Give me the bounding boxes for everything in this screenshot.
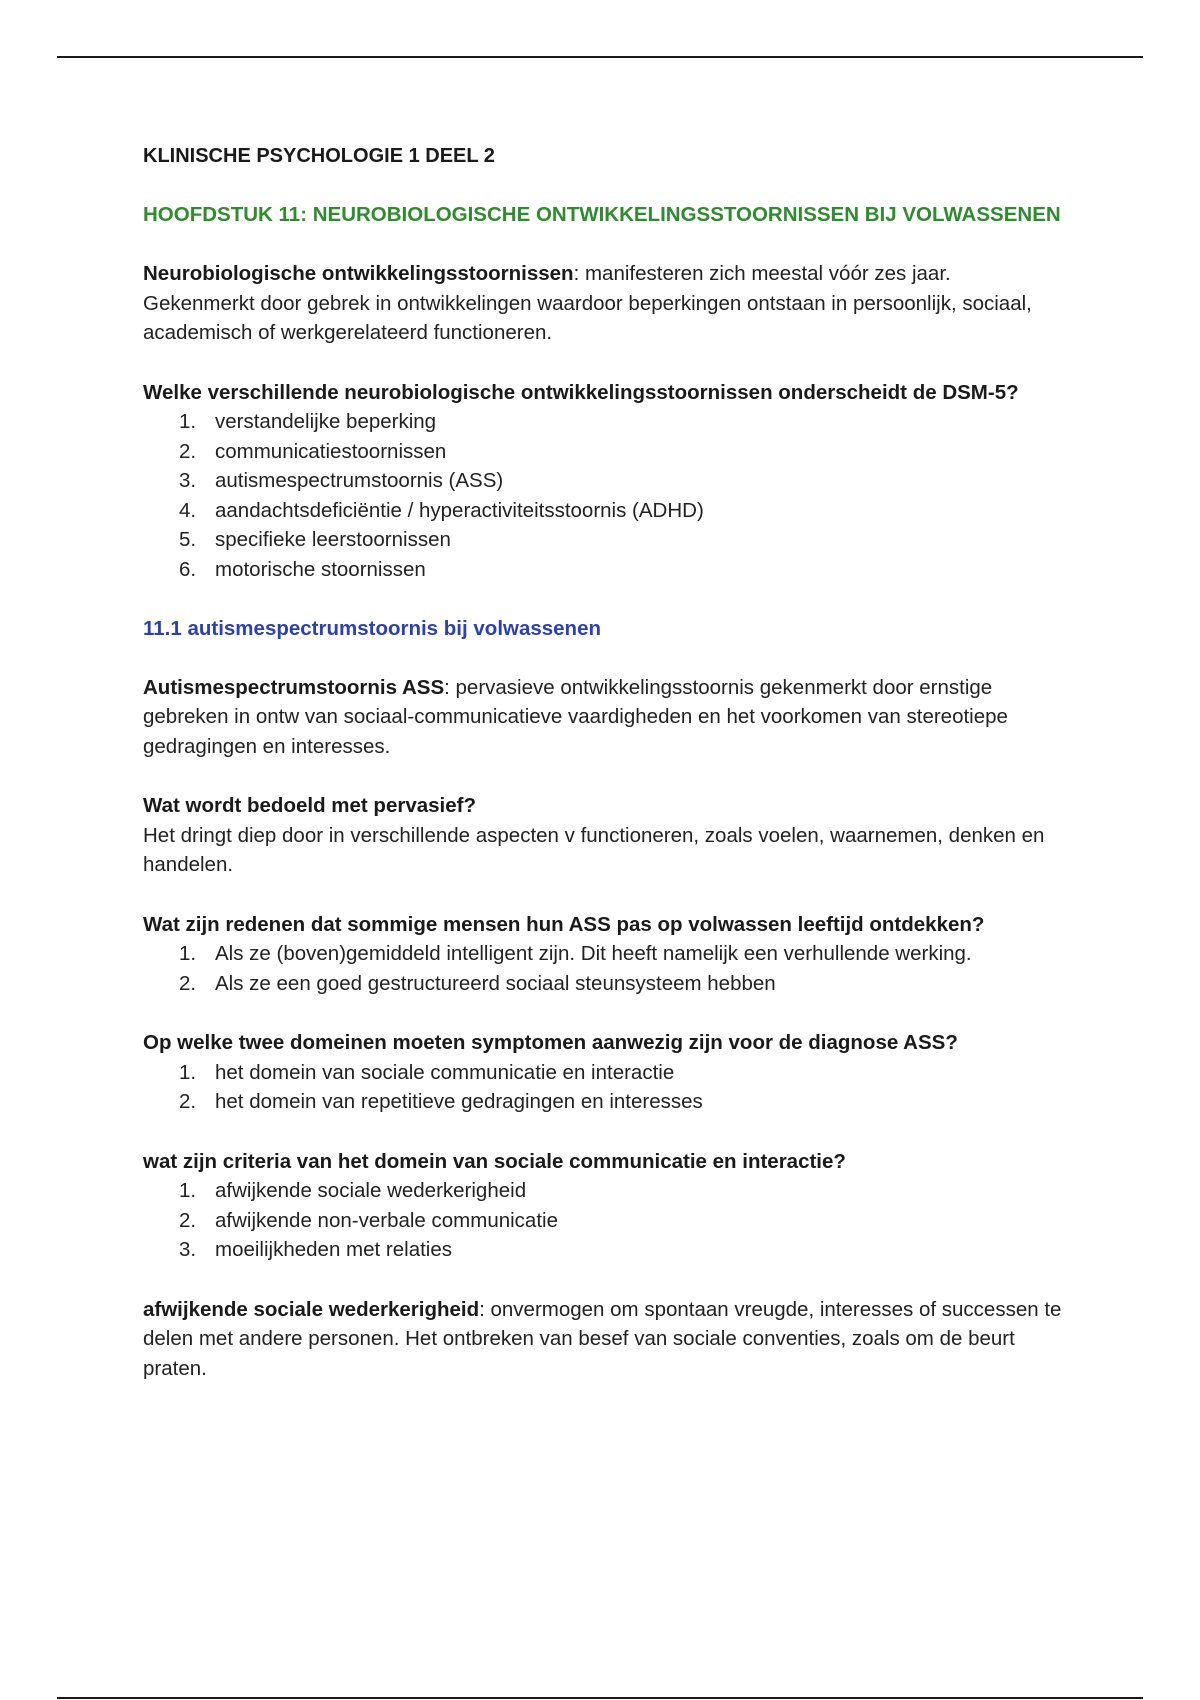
definition-term: Neurobiologische ontwikkelingsstoornissen bbox=[143, 262, 574, 285]
list-item bbox=[143, 1087, 1063, 1117]
numbered-list bbox=[143, 1176, 1063, 1265]
list-number: 1. bbox=[179, 410, 197, 433]
list-number: 6. bbox=[179, 557, 197, 581]
top-rule bbox=[57, 56, 1143, 58]
list-item-text: moeilijkheden met relaties bbox=[215, 1238, 453, 1261]
list-item bbox=[143, 1235, 1063, 1265]
list-number: 2. bbox=[179, 1208, 197, 1232]
definition-ass bbox=[143, 673, 1063, 762]
bottom-rule bbox=[57, 1697, 1143, 1699]
list-number: 4. bbox=[179, 498, 197, 522]
list-item bbox=[143, 466, 1063, 496]
answer-text: Het dringt diep door in verschillende aspecten v functioneren, zoals voelen, waarnemen, denken en handelen. bbox=[143, 823, 1045, 876]
definition-sociale-wederkerigheid bbox=[143, 1295, 1063, 1384]
list-number: 5. bbox=[179, 528, 197, 551]
question-block-4 bbox=[143, 1028, 1063, 1117]
question-heading: Welke verschillende neurobiologische ontwikkelingsstoornissen onderscheidt de DSM-5? bbox=[143, 380, 1019, 404]
definition-neurobiologische bbox=[143, 259, 1063, 348]
list-number: 2. bbox=[179, 439, 197, 463]
numbered-list bbox=[143, 939, 1063, 998]
definition-text: : manifesteren zich meestal vóór zes jaar. Gekenmerkt door gebrek in ontwikkelingen waardoor beperkingen ontstaan in persoonlijk, sociaal, academisch of werkgerelateerd functioneren. bbox=[143, 262, 1032, 344]
question-heading: Op welke twee domeinen moeten symptomen aanwezig zijn voor de diagnose ASS? bbox=[143, 1031, 958, 1054]
list-number: 1. bbox=[179, 942, 197, 965]
numbered-list bbox=[143, 1058, 1063, 1117]
list-item bbox=[143, 437, 1063, 467]
list-item bbox=[143, 1206, 1063, 1236]
list-item bbox=[143, 969, 1063, 999]
list-item bbox=[143, 1176, 1063, 1206]
list-item bbox=[143, 407, 1063, 437]
question-heading: wat zijn criteria van het domein van sociale communicatie en interactie? bbox=[143, 1149, 846, 1173]
list-item bbox=[143, 496, 1063, 526]
list-item-text: verstandelijke beperking bbox=[215, 410, 437, 433]
definition-text: : onvermogen om spontaan vreugde, interesses of successen te delen met andere personen. Het ontbreken van besef van sociale conventies, zoals om de beurt praten. bbox=[143, 1297, 1062, 1380]
question-block-2 bbox=[143, 791, 1063, 880]
list-item-text: communicatiestoornissen bbox=[215, 439, 447, 463]
question-block-3 bbox=[143, 910, 1063, 999]
list-item bbox=[143, 555, 1063, 585]
list-item-text: motorische stoornissen bbox=[215, 557, 426, 581]
definition-term: afwijkende sociale wederkerigheid bbox=[143, 1297, 480, 1321]
list-number: 1. bbox=[179, 1179, 197, 1202]
list-item bbox=[143, 939, 1063, 969]
question-block-1 bbox=[143, 378, 1063, 585]
list-item-text: Als ze een goed gestructureerd sociaal steunsysteem hebben bbox=[215, 971, 776, 995]
list-item bbox=[143, 1058, 1063, 1088]
chapter-heading: HOOFDSTUK 11: NEUROBIOLOGISCHE ONTWIKKELINGSSTOORNISSEN BIJ VOLWASSENEN bbox=[143, 202, 1061, 226]
list-item-text: het domein van sociale communicatie en interactie bbox=[215, 1060, 675, 1084]
list-item-text: afwijkende sociale wederkerigheid bbox=[215, 1179, 527, 1202]
list-item-text: Als ze (boven)gemiddeld intelligent zijn. Dit heeft namelijk een verhullende werking. bbox=[215, 942, 972, 965]
list-number: 2. bbox=[179, 971, 197, 995]
question-block-5 bbox=[143, 1147, 1063, 1265]
list-item-text: afwijkende non-verbale communicatie bbox=[215, 1208, 558, 1232]
document-page bbox=[143, 142, 1063, 1413]
document-title: KLINISCHE PSYCHOLOGIE 1 DEEL 2 bbox=[143, 145, 495, 167]
list-number: 2. bbox=[179, 1090, 197, 1113]
definition-term: Autismespectrumstoornis ASS bbox=[143, 675, 445, 699]
definition-text: : pervasieve ontwikkelingsstoornis gekenmerkt door ernstige gebreken in ontw van sociaal-communicatieve vaardigheden en het voorkomen van stereotiepe gedragingen en interesses. bbox=[143, 675, 1008, 758]
list-number: 1. bbox=[179, 1060, 197, 1084]
list-item-text: specifieke leerstoornissen bbox=[215, 528, 451, 551]
question-heading: Wat zijn redenen dat sommige mensen hun ASS pas op volwassen leeftijd ontdekken? bbox=[143, 912, 985, 936]
list-item-text: autismespectrumstoornis (ASS) bbox=[215, 469, 504, 492]
section-heading: 11.1 autismespectrumstoornis bij volwassenen bbox=[143, 617, 602, 640]
list-item-text: het domein van repetitieve gedragingen en interesses bbox=[215, 1090, 703, 1113]
list-item-text: aandachtsdeficiëntie / hyperactiviteitsstoornis (ADHD) bbox=[215, 498, 704, 522]
numbered-list bbox=[143, 407, 1063, 584]
list-number: 3. bbox=[179, 1238, 197, 1261]
list-item bbox=[143, 525, 1063, 555]
list-number: 3. bbox=[179, 469, 197, 492]
question-heading: Wat wordt bedoeld met pervasief? bbox=[143, 794, 476, 817]
